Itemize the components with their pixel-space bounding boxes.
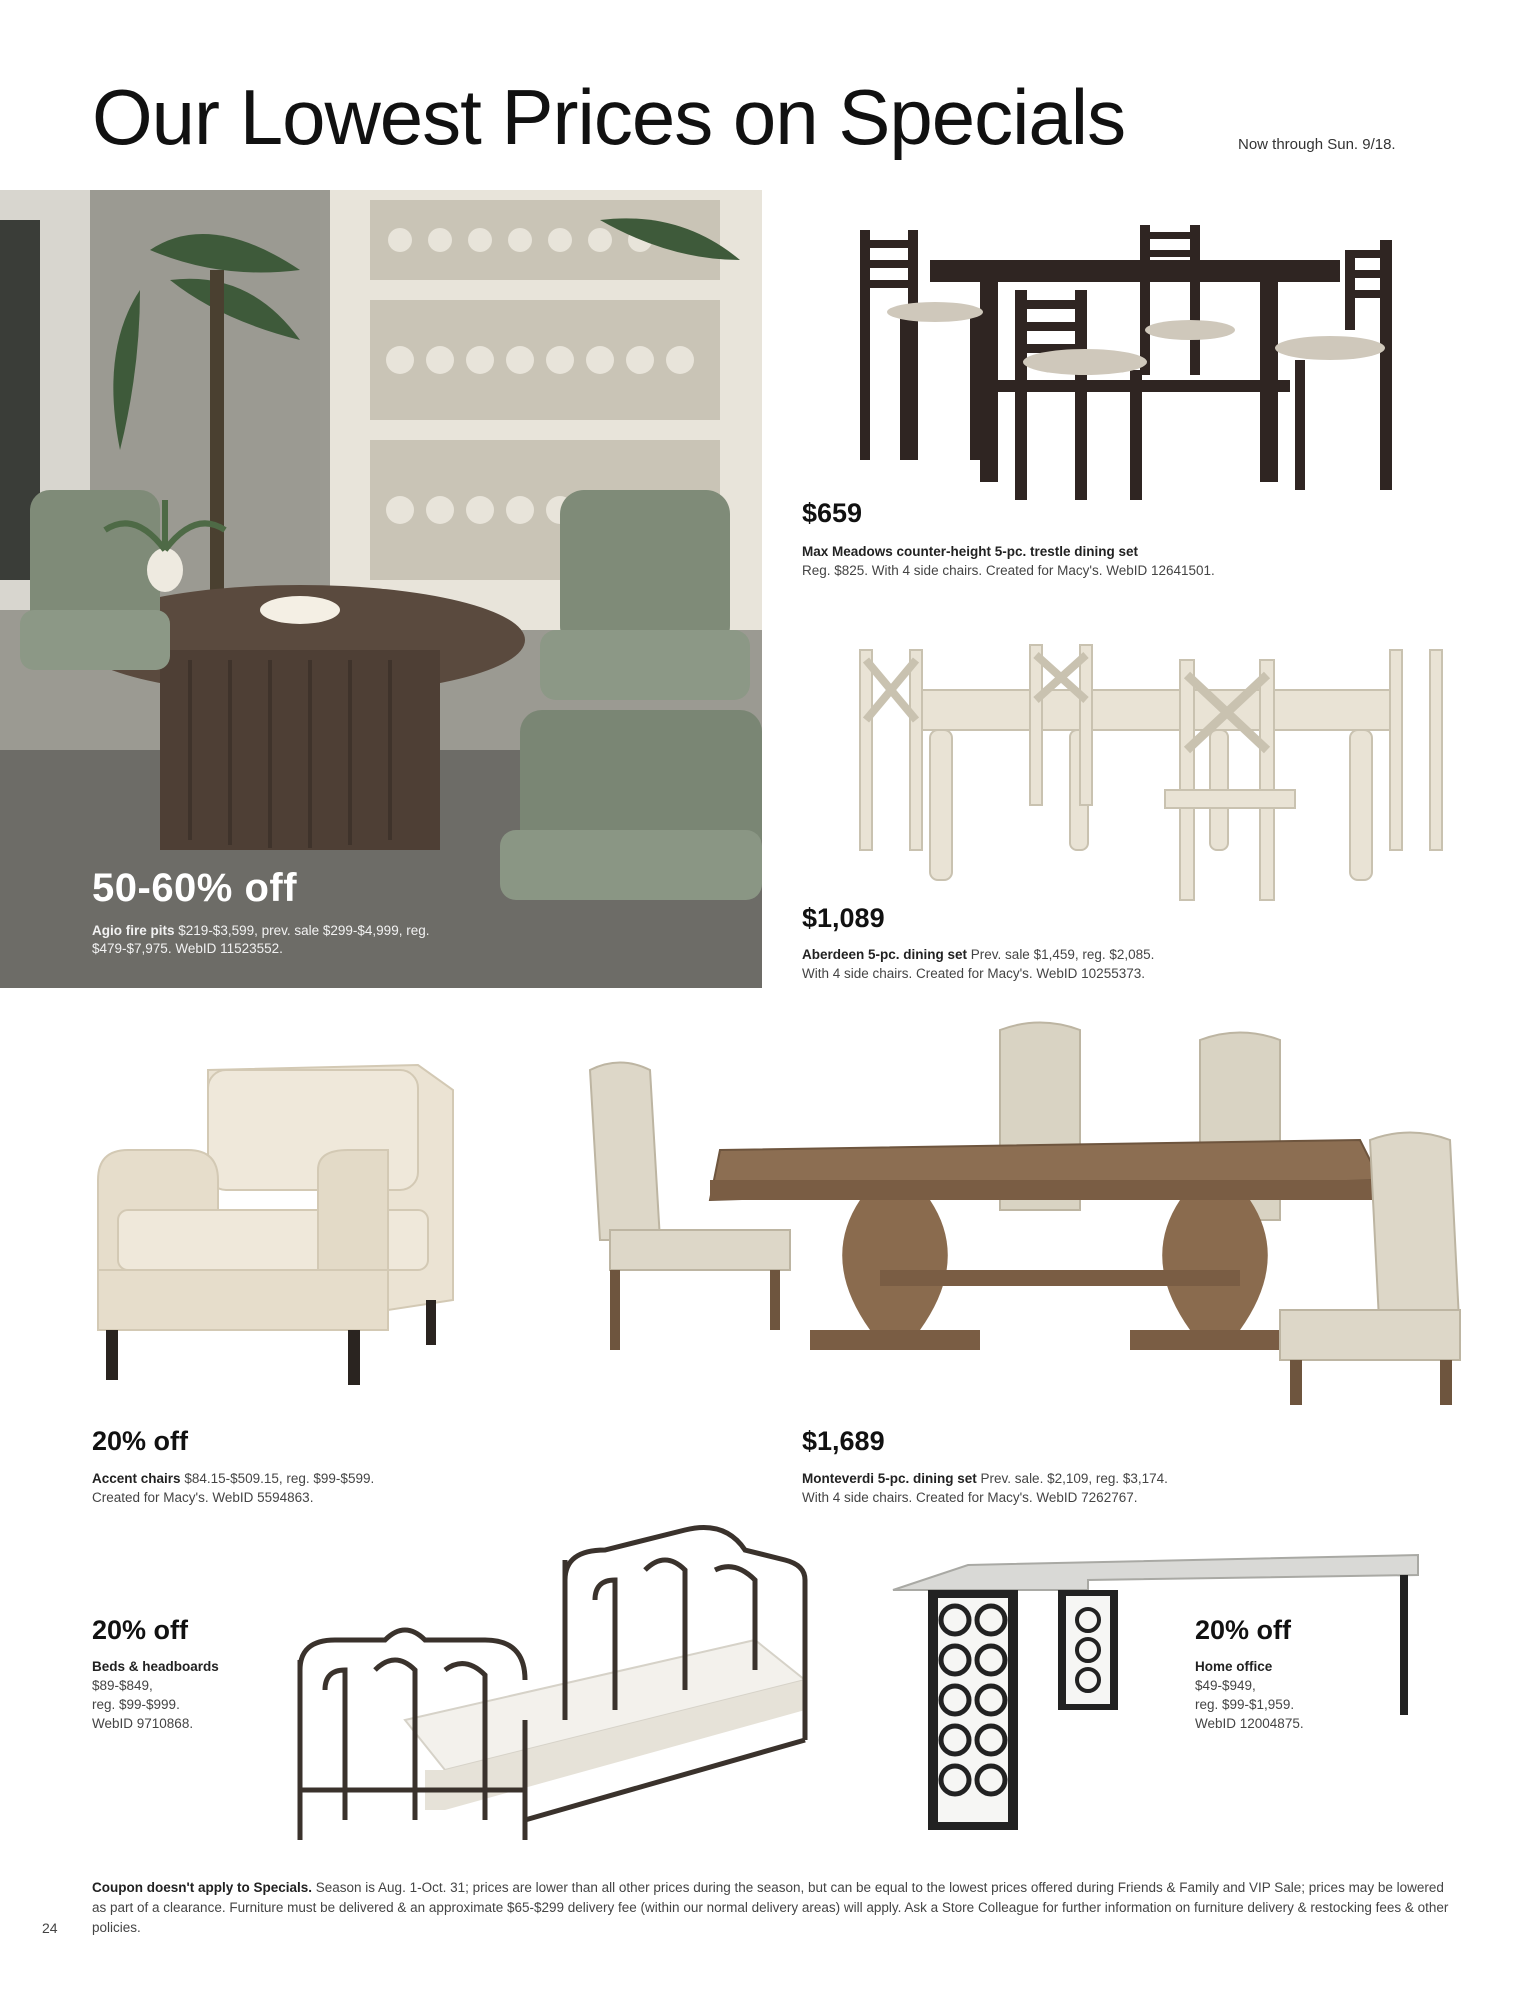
hero-product-details: $219-$3,599, prev. sale $299-$4,999, reg. $479-$7,975. WebID 11523552. [92, 923, 430, 956]
page-title: Our Lowest Prices on Specials [92, 73, 1126, 161]
product-6-line-2: reg. $99-$1,959. [1195, 1697, 1295, 1712]
hero-fire-pit-photo[interactable] [0, 190, 762, 988]
product-2-details-1: Prev. sale $1,459, reg. $2,085. [970, 947, 1155, 962]
product-3-description [92, 1469, 612, 1507]
product-1-price: $659 [802, 498, 863, 528]
product-5-discount: 20% off [92, 1615, 189, 1645]
product-5-name: Beds & headboards [92, 1659, 219, 1674]
product-4-price: $1,689 [802, 1426, 885, 1456]
product-2-details-2: With 4 side chairs. Created for Macy's. WebID 10255373. [802, 966, 1145, 981]
product-6-name: Home office [1195, 1659, 1273, 1674]
product-2-price: $1,089 [802, 903, 885, 933]
product-4-description [802, 1469, 1442, 1507]
product-5-line-3: WebID 9710868. [92, 1716, 194, 1731]
product-5-line-2: reg. $99-$999. [92, 1697, 180, 1712]
hero-product-name: Agio fire pits [92, 923, 175, 938]
product-3-name: Accent chairs [92, 1471, 181, 1486]
product-6-discount: 20% off [1195, 1615, 1292, 1645]
disclaimer-lead: Coupon doesn't apply to Specials. [92, 1880, 312, 1895]
product-3-details-1: $84.15-$509.15, reg. $99-$599. [184, 1471, 375, 1486]
product-3-discount: 20% off [92, 1426, 189, 1456]
product-6-line-3: WebID 12004875. [1195, 1716, 1304, 1731]
product-6-description [1195, 1657, 1435, 1733]
product-6-line-1: $49-$949, [1195, 1678, 1256, 1693]
product-4-details-1: Prev. sale. $2,109, reg. $3,174. [980, 1471, 1168, 1486]
metal-bed-image[interactable] [285, 1520, 825, 1860]
disclaimer-body: Season is Aug. 1-Oct. 31; prices are lower than all other prices during the season, but can be equal to the lowest prices offered during Friends & Family and VIP Sale; prices may be lowered as part of a clearance. Furniture must be delivered & an approximate $65-$299 delivery fee (within our normal delivery areas) will apply. Ask a Store Colleague for further information on furniture delivery & restocking fees & other policies. [92, 1880, 1449, 1935]
product-1-details: Reg. $825. With 4 side chairs. Created for Macy's. WebID 12641501. [802, 563, 1215, 578]
hero-discount: 50-60% off [92, 866, 298, 910]
product-5-description [92, 1657, 312, 1733]
page-number: 24 [42, 1920, 58, 1936]
disclaimer-text [92, 1878, 1452, 1938]
product-4-details-2: With 4 side chairs. Created for Macy's. WebID 7262767. [802, 1490, 1138, 1505]
product-5-line-1: $89-$849, [92, 1678, 153, 1693]
product-1-description [802, 542, 1442, 580]
product-1-name: Max Meadows counter-height 5-pc. trestle dining set [802, 544, 1139, 559]
monteverdi-dining-set-image[interactable] [580, 1010, 1490, 1410]
promo-dates: Now through Sun. 9/18. [1238, 136, 1396, 153]
product-3-details-2: Created for Macy's. WebID 5594863. [92, 1490, 314, 1505]
product-2-name: Aberdeen 5-pc. dining set [802, 947, 968, 962]
product-2-description [802, 945, 1442, 983]
aberdeen-dining-set-image[interactable] [850, 640, 1450, 910]
accent-chair-image[interactable] [88, 1050, 468, 1390]
max-meadows-dining-set-image[interactable] [840, 220, 1420, 510]
product-4-name: Monteverdi 5-pc. dining set [802, 1471, 977, 1486]
hero-description [92, 922, 512, 958]
